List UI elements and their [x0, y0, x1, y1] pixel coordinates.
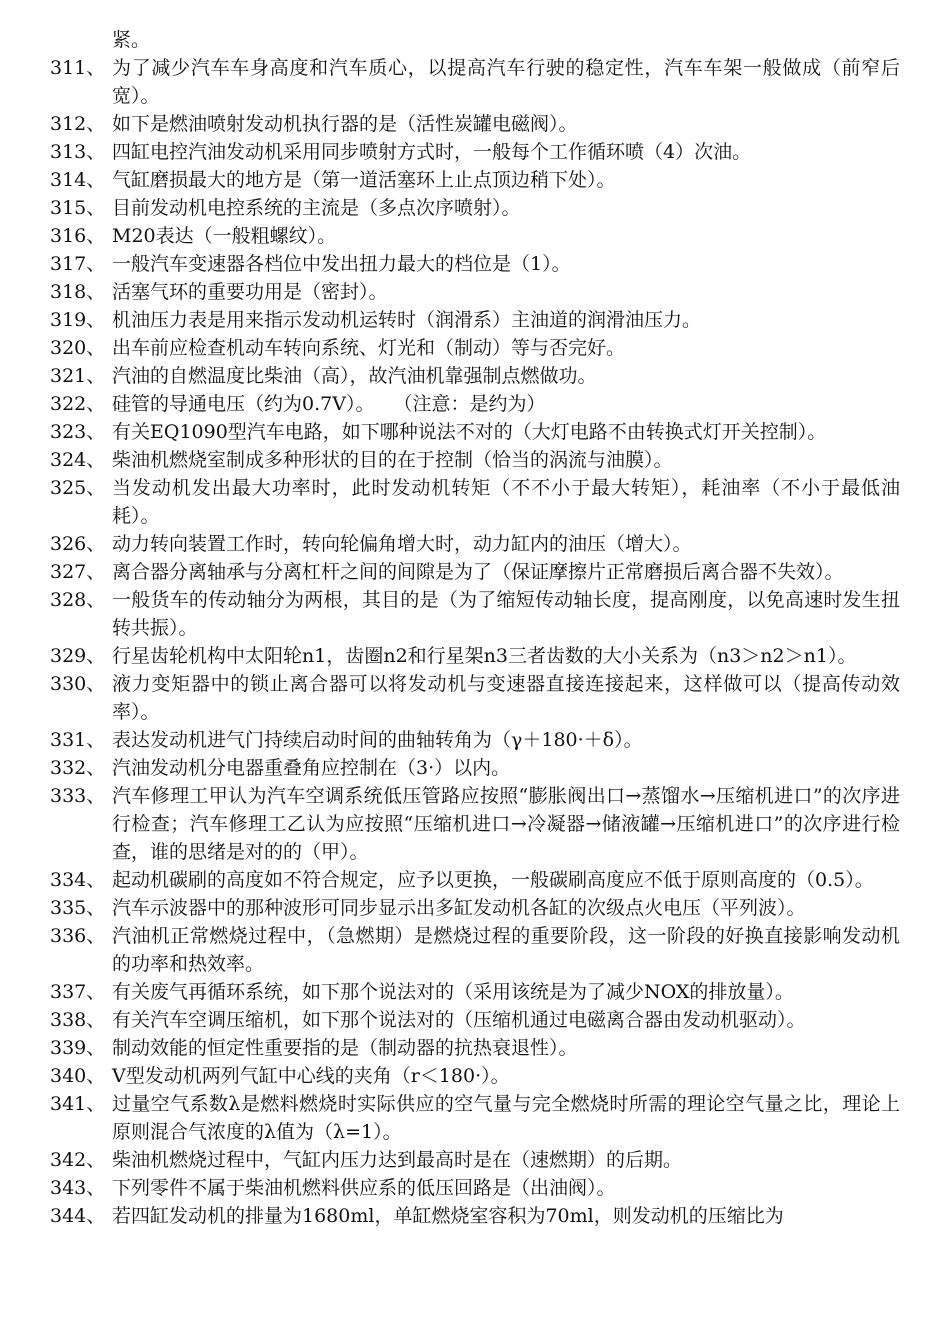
- question-item: [50, 530, 900, 558]
- question-text: 汽油发动机分电器重叠角应控制在（3·）以内。: [112, 757, 511, 779]
- question-text: 汽油的自燃温度比柴油（高），故汽油机靠强制点燃做功。: [112, 365, 597, 387]
- question-item: [50, 922, 900, 978]
- question-item: [50, 138, 900, 166]
- question-text: 制动效能的恒定性重要指的是（制动器的抗热衰退性）。: [112, 1037, 578, 1059]
- question-number: 314、: [50, 169, 106, 191]
- question-text: 活塞气环的重要功用是（密封）。: [112, 281, 388, 303]
- question-number: 331、: [50, 729, 106, 751]
- question-text: 汽车示波器中的那种波形可同步显示出多缸发动机各缸的次级点火电压（平列波）。: [112, 897, 806, 919]
- question-item: [50, 726, 900, 754]
- question-number: 326、: [50, 533, 106, 555]
- question-number: 313、: [50, 141, 106, 163]
- question-item: [50, 1174, 900, 1202]
- question-item: [50, 1090, 900, 1146]
- question-item: [50, 866, 900, 894]
- question-number: 336、: [50, 925, 106, 947]
- question-number: 340、: [50, 1065, 106, 1087]
- question-item: [50, 446, 900, 474]
- question-text: 汽油机正常燃烧过程中，（急燃期）是燃烧过程的重要阶段，这一阶段的好换直接影响发动机的功率和热效率。: [112, 925, 900, 975]
- question-text: 当发动机发出最大功率时，此时发动机转矩（不不小于最大转矩），耗油率（不小于最低油耗）。: [112, 477, 900, 527]
- question-item: [50, 1146, 900, 1174]
- question-text: 如下是燃油喷射发动机执行器的是（活性炭罐电磁阀）。: [112, 113, 578, 135]
- question-number: 334、: [50, 869, 106, 891]
- continuation-line: [50, 26, 900, 54]
- question-text: 动力转向装置工作时，转向轮偏角增大时，动力缸内的油压（增大）。: [112, 533, 692, 555]
- question-item: [50, 166, 900, 194]
- question-item: [50, 418, 900, 446]
- question-number: 322、: [50, 393, 106, 415]
- question-number: 337、: [50, 981, 106, 1003]
- question-number: 312、: [50, 113, 106, 135]
- question-item: [50, 278, 900, 306]
- question-text: 汽车修理工甲认为汽车空调系统低压管路应按照“膨胀阀出口→蒸馏水→压缩机进口”的次序进行检查；汽车修理工乙认为应按照“压缩机进口→冷凝器→储液罐→压缩机进口”的次序进行检查，谁的思绪是对的的（甲）。: [112, 785, 900, 863]
- question-text: 一般货车的传动轴分为两根，其目的是（为了缩短传动轴长度，提高刚度，以免高速时发生扭转共振）。: [112, 589, 900, 639]
- question-item: [50, 894, 900, 922]
- question-text: 表达发动机进气门持续启动时间的曲轴转角为（γ＋180·＋δ）。: [112, 729, 643, 751]
- question-item: [50, 670, 900, 726]
- question-item: [50, 390, 900, 418]
- question-item: [50, 110, 900, 138]
- question-number: 332、: [50, 757, 106, 779]
- question-text: V型发动机两列气缸中心线的夹角（r＜180·）。: [112, 1065, 510, 1087]
- question-item: [50, 362, 900, 390]
- question-number: 341、: [50, 1093, 106, 1115]
- question-number: 325、: [50, 477, 106, 499]
- question-item: [50, 54, 900, 110]
- question-number: 329、: [50, 645, 106, 667]
- question-number: 339、: [50, 1037, 106, 1059]
- question-number: 338、: [50, 1009, 106, 1031]
- question-text: 有关EQ1090型汽车电路，如下哪种说法不对的（大灯电路不由转换式灯开关控制）。: [112, 421, 827, 443]
- question-number: 317、: [50, 253, 106, 275]
- question-text: 机油压力表是用来指示发动机运转时（润滑系）主油道的润滑油压力。: [112, 309, 702, 331]
- question-item: [50, 642, 900, 670]
- question-text: 下列零件不属于柴油机燃料供应系的低压回路是（出油阀）。: [112, 1177, 616, 1199]
- question-item: [50, 978, 900, 1006]
- question-number: 321、: [50, 365, 106, 387]
- question-number: 342、: [50, 1149, 106, 1171]
- question-text: 为了减少汽车车身高度和汽车质心，以提高汽车行驶的稳定性，汽车车架一般做成（前窄后宽）。: [112, 57, 900, 107]
- question-item: [50, 1202, 900, 1230]
- question-number: 335、: [50, 897, 106, 919]
- question-number: 324、: [50, 449, 106, 471]
- question-text: 行星齿轮机构中太阳轮n1，齿圈n2和行星架n3三者齿数的大小关系为（n3＞n2＞n1）。: [112, 645, 857, 667]
- question-number: 343、: [50, 1177, 106, 1199]
- question-text: 过量空气系数λ是燃料燃烧时实际供应的空气量与完全燃烧时所需的理论空气量之比，理论上原则混合气浓度的λ值为（λ=1）。: [112, 1093, 900, 1143]
- question-text: 离合器分离轴承与分离杠杆之间的间隙是为了（保证摩擦片正常磨损后离合器不失效）。: [112, 561, 844, 583]
- question-text: 若四缸发动机的排量为1680ml，单缸燃烧室容积为70ml，则发动机的压缩比为: [112, 1205, 784, 1227]
- question-text: 四缸电控汽油发动机采用同步喷射方式时，一般每个工作循环喷（4）次油。: [112, 141, 752, 163]
- question-text: 出车前应检查机动车转向系统、灯光和（制动）等与否完好。: [112, 337, 626, 359]
- question-item: [50, 586, 900, 642]
- question-text: 柴油机燃烧室制成多种形状的目的在于控制（恰当的涡流与油膜）。: [112, 449, 673, 471]
- question-text: 目前发动机电控系统的主流是（多点次序喷射）。: [112, 197, 521, 219]
- question-number: 318、: [50, 281, 106, 303]
- question-number: 330、: [50, 673, 106, 695]
- question-item: [50, 558, 900, 586]
- question-text: 气缸磨损最大的地方是（第一道活塞环上止点顶边稍下处）。: [112, 169, 616, 191]
- question-text: M20表达（一般粗螺纹）。: [112, 225, 337, 247]
- question-item: [50, 1006, 900, 1034]
- question-text: 有关汽车空调压缩机，如下那个说法对的（压缩机通过电磁离合器由发动机驱动）。: [112, 1009, 806, 1031]
- question-item: [50, 334, 900, 362]
- question-text: 起动机碳刷的高度如不符合规定，应予以更换，一般碳刷高度应不低于原则高度的（0.5）。: [112, 869, 874, 891]
- question-text: 柴油机燃烧过程中，气缸内压力达到最高时是在（速燃期）的后期。: [112, 1149, 683, 1171]
- question-text: 有关废气再循环系统，如下那个说法对的（采用该统是为了减少NOX的排放量）。: [112, 981, 794, 1003]
- question-item: [50, 1034, 900, 1062]
- question-item: [50, 194, 900, 222]
- question-item: [50, 250, 900, 278]
- question-text: 液力变矩器中的锁止离合器可以将发动机与变速器直接连接起来，这样做可以（提高传动效率）。: [112, 673, 900, 723]
- question-item: [50, 306, 900, 334]
- question-item: [50, 222, 900, 250]
- question-number: 328、: [50, 589, 106, 611]
- question-number: 344、: [50, 1205, 106, 1227]
- question-text: 硅管的导通电压（约为0.7V）。 （注意：是约为）: [112, 393, 546, 415]
- question-number: 316、: [50, 225, 106, 247]
- question-text: 一般汽车变速器各档位中发出扭力最大的档位是（1）。: [112, 253, 571, 275]
- question-number: 319、: [50, 309, 106, 331]
- continuation-text: 紧。: [112, 29, 151, 51]
- question-number: 323、: [50, 421, 106, 443]
- question-list: [50, 26, 900, 1230]
- question-item: [50, 474, 900, 530]
- question-item: [50, 782, 900, 866]
- question-number: 320、: [50, 337, 106, 359]
- question-number: 315、: [50, 197, 106, 219]
- question-item: [50, 754, 900, 782]
- question-item: [50, 1062, 900, 1090]
- question-number: 327、: [50, 561, 106, 583]
- question-number: 311、: [50, 57, 106, 79]
- question-number: 333、: [50, 785, 106, 807]
